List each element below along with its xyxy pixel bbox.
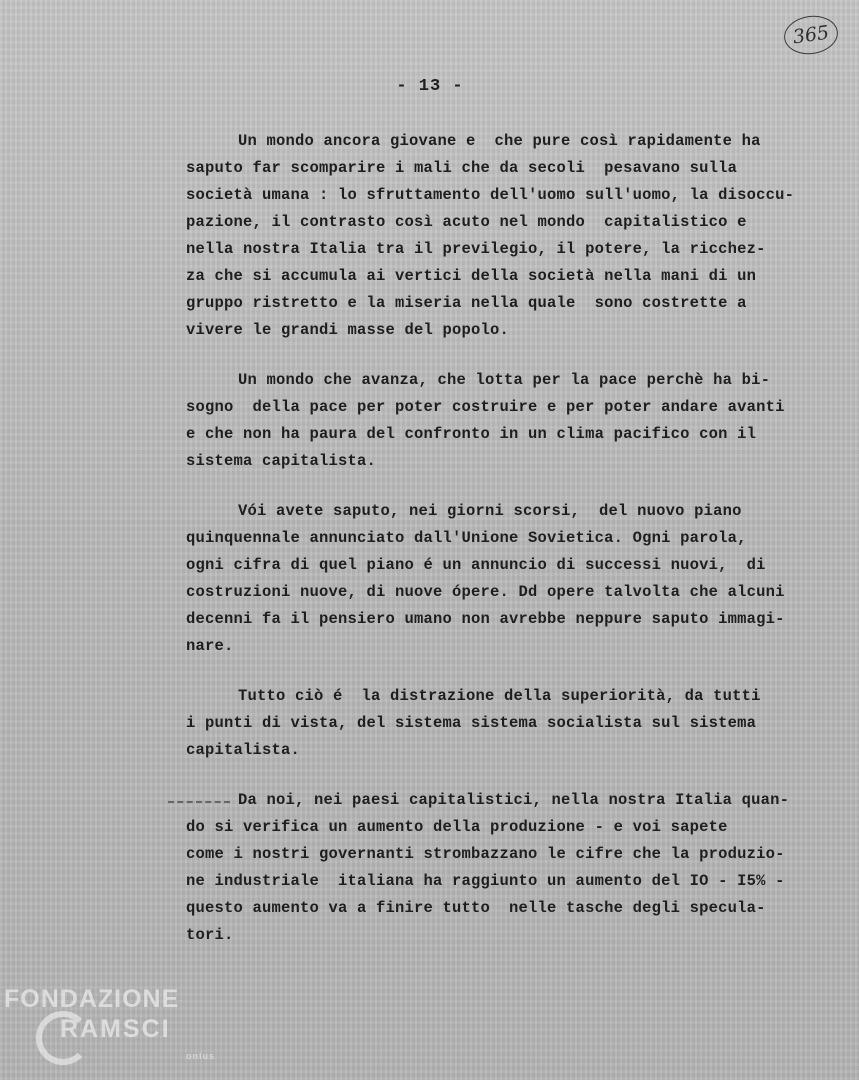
text-line: nella nostra Italia tra il previlegio, il potere, la ricchez- (186, 240, 766, 258)
text-line: Un mondo che avanza, che lotta per la pace perchè ha bi- (238, 371, 771, 389)
text-line: vivere le grandi masse del popolo. (186, 321, 510, 339)
text-line: decenni fa il pensiero umano non avrebbe neppure saputo immagi- (186, 610, 785, 628)
paragraph (186, 367, 836, 475)
text-line: e che non ha paura del confronto in un clima pacifico con il (186, 425, 757, 443)
text-line: pazione, il contrasto così acuto nel mondo capitalistico e (186, 213, 747, 231)
text-line: ne industriale italiana ha raggiunto un aumento del IO - I5% - (186, 872, 785, 890)
text-line: za che si accumula ai vertici della società nella mani di un (186, 267, 757, 285)
watermark-text-line2: RAMSCI (60, 1015, 171, 1043)
archive-page-number (782, 12, 841, 57)
text-line: Un mondo ancora giovane e che pure così rapidamente ha (238, 132, 761, 150)
text-line: Vói avete saputo, nei giorni scorsi, del nuovo piano (238, 502, 742, 520)
paragraph (186, 128, 836, 344)
margin-pencil-mark (168, 801, 230, 803)
text-line: sistema capitalista. (186, 452, 377, 470)
text-line: gruppo ristretto e la miseria nella quale sono costrette a (186, 294, 747, 312)
watermark-text-line1: FONDAZIONE (4, 985, 180, 1013)
text-line: saputo far scomparire i mali che da secoli pesavano sulla (186, 159, 738, 177)
text-line: tori. (186, 926, 234, 944)
text-line: i punti di vista, del sistema sistema socialista sul sistema (186, 714, 757, 732)
text-line: quinquennale annunciato dall'Unione Sovietica. Ogni parola, (186, 529, 747, 547)
archive-number-text: 365 (791, 21, 831, 49)
text-line: sogno della pace per poter costruire e per poter andare avanti (186, 398, 785, 416)
text-line: Da noi, nei paesi capitalistici, nella nostra Italia quan- (238, 791, 790, 809)
page-number: - 13 - (396, 77, 464, 96)
text-line: costruzioni nuove, di nuove ópere. Dd opere talvolta che alcuni (186, 583, 785, 601)
typewritten-body (186, 128, 836, 972)
text-line: come i nostri governanti strombazzano le cifre che la produzio- (186, 845, 785, 863)
paragraph (186, 787, 836, 949)
paragraph (186, 683, 836, 764)
text-line: Tutto ciò é la distrazione della superiorità, da tutti (238, 687, 761, 705)
text-line: do si verifica un aumento della produzione - e voi sapete (186, 818, 728, 836)
watermark-subtext: onlus (186, 1051, 215, 1061)
text-line: questo aumento va a finire tutto nelle tasche degli specula- (186, 899, 766, 917)
text-line: capitalista. (186, 741, 301, 759)
paragraph (186, 498, 836, 660)
text-line: nare. (186, 637, 234, 655)
text-line: ogni cifra di quel piano é un annuncio di successi nuovi, di (186, 556, 766, 574)
text-line: società umana : lo sfruttamento dell'uomo sull'uomo, la disoccu- (186, 186, 795, 204)
archive-watermark-logo (4, 985, 219, 1075)
